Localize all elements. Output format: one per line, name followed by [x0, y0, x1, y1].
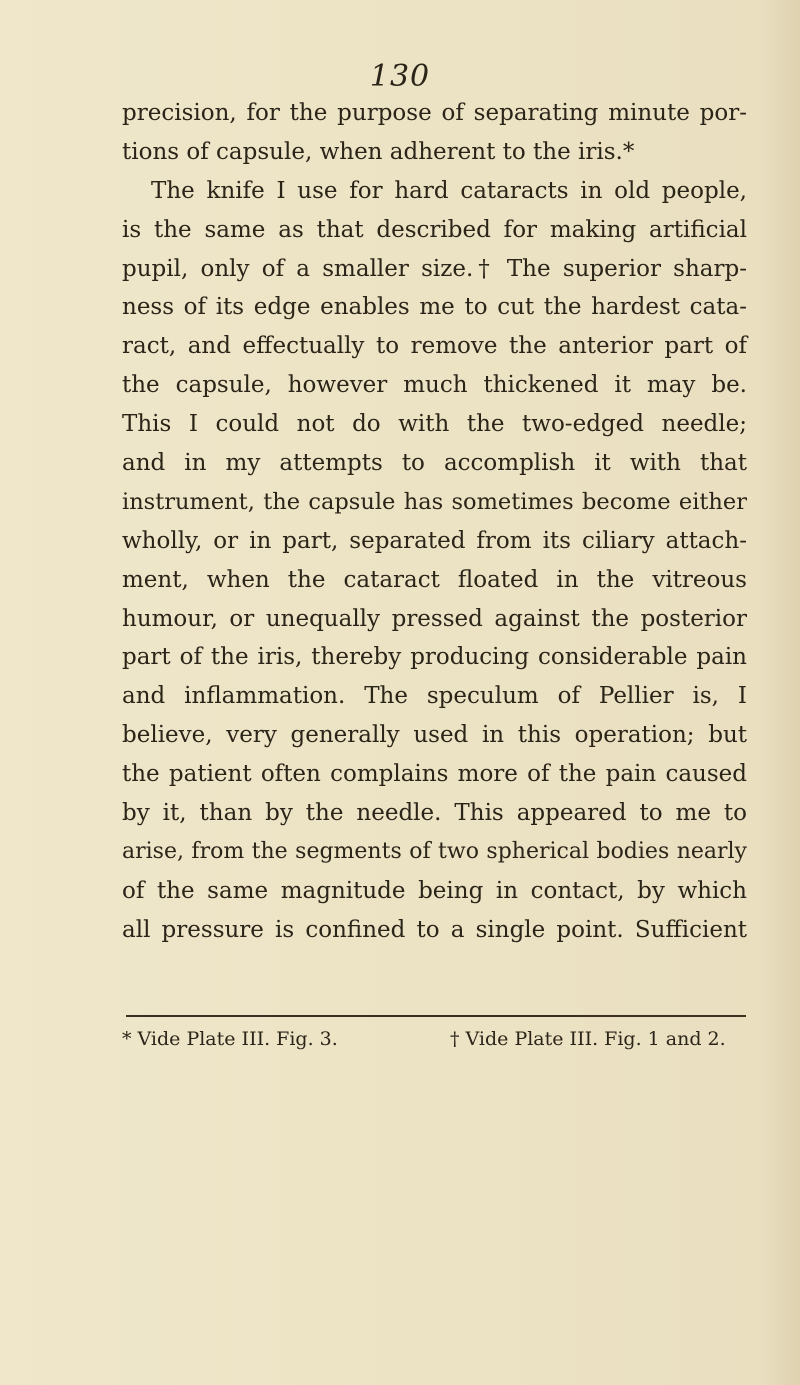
text-line: ment, when the cataract floated in the vitreous: [122, 566, 747, 593]
text-line: believe, very generally used in this operation; but: [122, 722, 747, 749]
footnote-asterisk: * Vide Plate III. Fig. 3.: [122, 1028, 338, 1050]
text-line: precision, for the purpose of separating minute por-: [122, 100, 747, 126]
text-line: by it, than by the needle. This appeared to me to: [122, 800, 747, 827]
text-line: This I could not do with the two-edged needle;: [122, 411, 747, 438]
text-line: The knife I use for hard cataracts in old people,: [151, 177, 747, 204]
text-line: humour, or unequally pressed against the posterior: [122, 605, 747, 632]
body-text: [122, 94, 747, 950]
footnote-dagger: † Vide Plate III. Fig. 1 and 2.: [450, 1028, 726, 1050]
text-line: the capsule, however much thickened it may be.: [122, 372, 747, 399]
text-line: wholly, or in part, separated from its ciliary attach-: [122, 527, 747, 554]
text-line: and inflammation. The speculum of Pellier is, I: [122, 683, 747, 710]
text-line: pupil, only of a smaller size.† The superior sharp-: [122, 255, 747, 282]
text-line: and in my attempts to accomplish it with that: [122, 450, 747, 477]
text-line: part of the iris, thereby producing considerable pain: [122, 644, 747, 671]
text-line: is the same as that described for making artificial: [122, 216, 747, 243]
text-line: ness of its edge enables me to cut the hardest cata-: [122, 294, 747, 321]
footnote-rule: [126, 1015, 746, 1017]
page-edge-shadow: [760, 0, 800, 1385]
text-line: all pressure is confined to a single point. Sufficient: [122, 916, 747, 943]
text-line: instrument, the capsule has sometimes become either: [122, 488, 747, 515]
page-number: 130: [369, 59, 431, 94]
text-line: tions of capsule, when adherent to the iris.*: [122, 138, 635, 165]
text-line: ract, and effectually to remove the anterior part of: [122, 333, 747, 360]
text-line: arise, from the segments of two spherical bodies nearly: [122, 838, 747, 864]
footnotes: [122, 1024, 752, 1054]
text-line: of the same magnitude being in contact, by which: [122, 877, 747, 904]
text-line: the patient often complains more of the pain caused: [122, 761, 747, 788]
